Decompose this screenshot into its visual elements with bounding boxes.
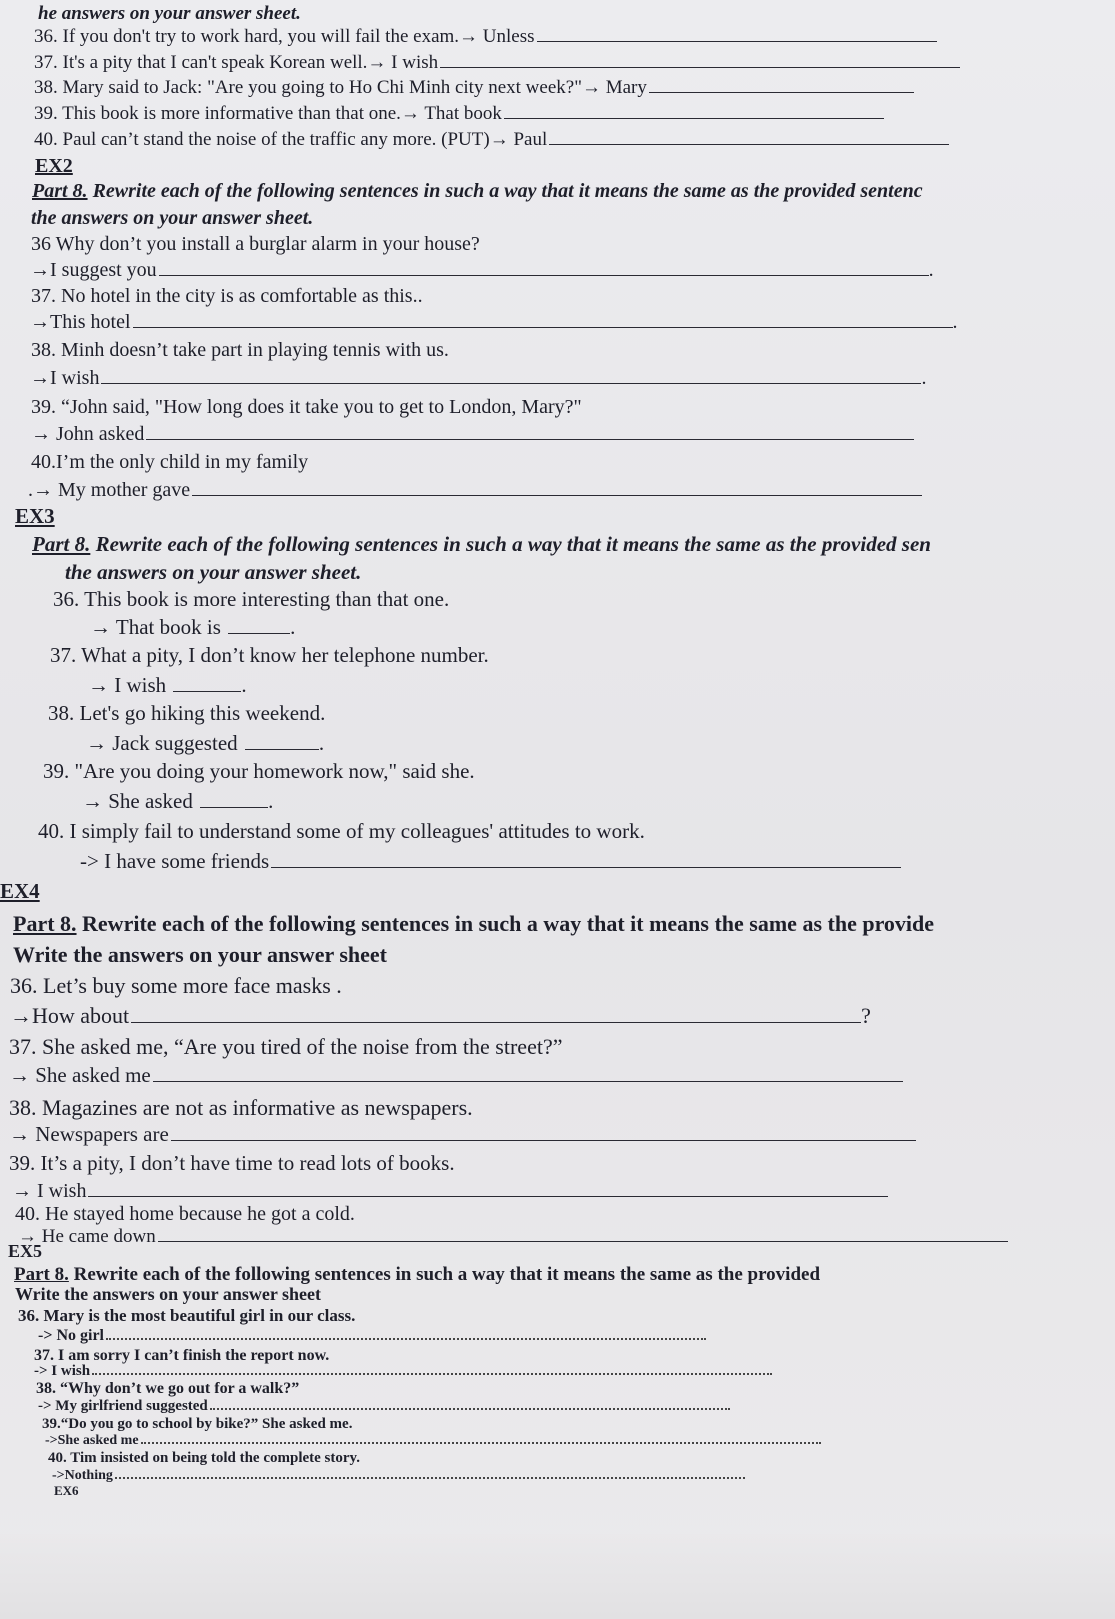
ex4-q38: 38. Magazines are not as informative as newspapers.: [9, 1095, 473, 1120]
answer-blank[interactable]: [271, 867, 901, 868]
ex5-title: EX5: [8, 1241, 43, 1261]
ex3-a38: → Jack suggested .: [86, 731, 325, 755]
ex5-q37: 37. I am sorry I can’t finish the report now.: [34, 1347, 330, 1364]
ex2-q37: 37. No hotel in the city is as comfortable as this..: [31, 285, 423, 307]
ex3-a37: → I wish .: [88, 673, 247, 697]
answer-blank[interactable]: [504, 118, 884, 119]
answer-blank[interactable]: [228, 633, 290, 634]
answer-dots[interactable]: [92, 1373, 772, 1375]
answer-blank[interactable]: [159, 275, 929, 276]
ex2-q36: 36 Why don’t you install a burglar alarm in your house?: [31, 233, 480, 255]
ex5-instruction: Part 8. Rewrite each of the following sentences in such a way that it means the same as the provided: [14, 1264, 821, 1285]
ex2-a38: →I wish .: [30, 367, 927, 389]
answer-blank[interactable]: [158, 1241, 1008, 1242]
answer-dots[interactable]: [115, 1477, 745, 1479]
ex5-a39: ->She asked me: [45, 1433, 821, 1448]
ex4-q37: 37. She asked me, “Are you tired of the noise from the street?”: [9, 1034, 563, 1059]
ex5-a38: -> My girlfriend suggested: [38, 1398, 730, 1415]
ex3-q40: 40. I simply fail to understand some of my colleagues' attitudes to work.: [38, 819, 645, 843]
ex4-a37: → She asked me: [9, 1064, 903, 1087]
ex1-q36: 36. If you don't try to work hard, you will fail the exam.→ Unless: [34, 27, 937, 48]
ex1-header: he answers on your answer sheet.: [38, 3, 301, 24]
answer-dots[interactable]: [106, 1338, 706, 1340]
ex3-q38: 38. Let's go hiking this weekend.: [48, 701, 326, 725]
answer-blank[interactable]: [146, 439, 914, 440]
answer-blank[interactable]: [440, 67, 960, 68]
ex2-a39: → John asked: [31, 423, 914, 445]
answer-blank[interactable]: [101, 383, 921, 384]
ex2-q38: 38. Minh doesn’t take part in playing tennis with us.: [31, 339, 449, 361]
answer-blank[interactable]: [537, 41, 937, 42]
answer-blank[interactable]: [153, 1081, 903, 1082]
ex4-instruction: Part 8. Rewrite each of the following sentences in such a way that it means the same as the provide: [13, 911, 935, 936]
ex5-q39: 39.“Do you go to school by bike?” She asked me.: [42, 1416, 353, 1432]
ex3-title: EX3: [15, 504, 55, 528]
ex3-instruction-line2: the answers on your answer sheet.: [65, 560, 362, 584]
ex3-a40: -> I have some friends: [80, 850, 901, 873]
ex3-a39: → She asked .: [82, 789, 274, 813]
answer-dots[interactable]: [141, 1442, 821, 1444]
ex4-q40: 40. He stayed home because he got a cold.: [15, 1203, 355, 1225]
ex3-a36: → That book is .: [90, 615, 296, 639]
answer-blank[interactable]: [245, 749, 319, 750]
ex2-title: EX2: [35, 155, 73, 177]
ex4-q39: 39. It’s a pity, I don’t have time to read lots of books.: [9, 1151, 455, 1175]
answer-blank[interactable]: [133, 327, 953, 328]
answer-dots[interactable]: [210, 1408, 730, 1410]
ex2-q39: 39. “John said, "How long does it take you to get to London, Mary?": [31, 396, 582, 418]
answer-blank[interactable]: [649, 92, 914, 93]
ex4-instruction-line2: Write the answers on your answer sheet: [13, 942, 387, 967]
ex3-q39: 39. "Are you doing your homework now," said she.: [43, 759, 475, 783]
answer-blank[interactable]: [173, 691, 241, 692]
ex4-a36: →How about ?: [10, 1003, 871, 1028]
ex1-q40: 40. Paul can’t stand the noise of the traffic any more. (PUT)→ Paul: [34, 130, 949, 151]
ex4-title: EX4: [0, 879, 40, 903]
answer-blank[interactable]: [549, 144, 949, 145]
ex4-a40: → He came down: [18, 1227, 1008, 1248]
ex5-a36: -> No girl: [38, 1327, 706, 1345]
answer-blank[interactable]: [200, 807, 268, 808]
ex5-q40: 40. Tim insisted on being told the complete story.: [48, 1450, 360, 1466]
ex1-q38: 38. Mary said to Jack: "Are you going to Ho Chi Minh city next week?"→ Mary: [34, 78, 914, 99]
ex2-instruction-line2: the answers on your answer sheet.: [31, 207, 314, 229]
page-shadow: [0, 1529, 1115, 1619]
ex5-a40: ->Nothing: [52, 1468, 745, 1483]
ex2-a40: .→ My mother gave: [28, 479, 922, 501]
ex2-a36: →I suggest you .: [30, 259, 934, 281]
ex1-q37: 37. It's a pity that I can't speak Korean well.→ I wish: [34, 53, 960, 74]
ex2-a37: →This hotel .: [30, 311, 958, 333]
ex2-q40: 40.I’m the only child in my family: [31, 451, 309, 473]
answer-blank[interactable]: [192, 495, 922, 496]
ex5-instruction-line2: Write the answers on your answer sheet: [15, 1284, 321, 1304]
ex5-a37: -> I wish: [34, 1363, 772, 1380]
ex4-q36: 36. Let’s buy some more face masks .: [10, 973, 342, 998]
ex1-q39: 39. This book is more informative than that one.→ That book: [34, 104, 884, 125]
ex4-a39: → I wish: [12, 1180, 888, 1202]
ex5-q36: 36. Mary is the most beautiful girl in our class.: [18, 1306, 356, 1325]
ex3-q37: 37. What a pity, I don’t know her telephone number.: [50, 643, 489, 667]
ex2-instruction: Part 8. Rewrite each of the following sentences in such a way that it means the same as the provided sentenc: [32, 180, 923, 202]
answer-blank[interactable]: [171, 1140, 916, 1141]
ex6-title: EX6: [54, 1483, 79, 1498]
answer-blank[interactable]: [88, 1196, 888, 1197]
ex3-instruction: Part 8. Rewrite each of the following sentences in such a way that it means the same as the provided sen: [32, 532, 931, 556]
ex4-a38: → Newspapers are: [9, 1123, 916, 1146]
ex5-q38: 38. “Why don’t we go out for a walk?”: [36, 1380, 300, 1397]
answer-blank[interactable]: [131, 1022, 861, 1023]
ex3-q36: 36. This book is more interesting than that one.: [53, 587, 450, 611]
